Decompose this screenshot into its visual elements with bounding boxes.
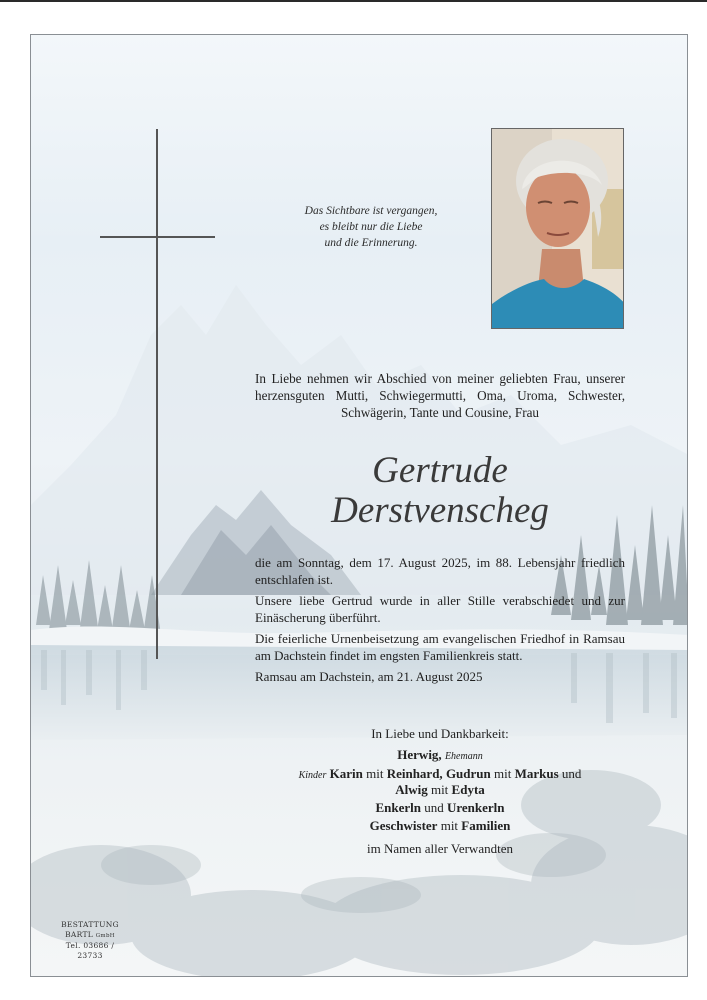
quote-line-2: es bleibt nur die Liebe bbox=[319, 221, 423, 233]
children-line-2 bbox=[255, 781, 625, 799]
child-1-partner: Reinhard, bbox=[386, 766, 443, 781]
child-3: Alwig bbox=[395, 782, 428, 797]
spouse-line bbox=[255, 746, 625, 766]
child-3-partner: Edyta bbox=[451, 782, 485, 797]
undertaker-line1: BESTATTUNG bbox=[61, 920, 119, 929]
deceased-last-name: Derstvenscheg bbox=[331, 490, 549, 531]
place-date: Ramsau am Dachstein, am 21. August 2025 bbox=[255, 669, 483, 684]
deceased-first-name: Gertrude bbox=[372, 450, 508, 491]
with-2: mit bbox=[494, 766, 512, 781]
death-paragraph: die am Sonntag, dem 17. August 2025, im 88. Lebensjahr friedlich entschlafen ist. bbox=[255, 555, 625, 587]
intro-text: In Liebe nehmen wir Abschied von meiner geliebten Frau, unserer herzensguten Mutti, Schwiegermutti, Oma, Uroma, Schwester, Schwägerin, Tante und Cousine, Frau bbox=[255, 371, 625, 420]
mourners-heading: In Liebe und Dankbarkeit: bbox=[371, 726, 509, 741]
child-2: Gudrun bbox=[445, 766, 491, 781]
spouse-role: Ehemann bbox=[444, 751, 483, 762]
and-2: und bbox=[424, 800, 444, 815]
undertaker-logo bbox=[55, 920, 125, 961]
top-edge-line bbox=[0, 0, 707, 2]
cross-icon bbox=[156, 129, 158, 659]
with-3: mit bbox=[430, 782, 449, 797]
cross-bar bbox=[100, 236, 215, 238]
undertaker-phone: Tel. 03686 / 23733 bbox=[65, 941, 115, 960]
child-2-partner: Markus bbox=[514, 766, 559, 781]
obituary-card bbox=[30, 34, 688, 977]
children-label: Kinder bbox=[298, 770, 327, 781]
portrait-photo bbox=[491, 128, 624, 329]
spouse-name: Herwig, bbox=[397, 747, 442, 762]
grandchildren: Enkerln bbox=[375, 800, 421, 815]
quote-line-1: Das Sichtbare ist vergangen, bbox=[304, 205, 438, 217]
siblings-line bbox=[255, 817, 625, 835]
and-1: und bbox=[561, 766, 582, 781]
farewell-paragraph: Unsere liebe Gertrud wurde in aller Stille verabschiedet und zur Einäscherung überführt. bbox=[255, 593, 625, 625]
quote-line-3: und die Erinnerung. bbox=[324, 237, 418, 249]
with-4: mit bbox=[440, 818, 459, 833]
child-1: Karin bbox=[329, 766, 363, 781]
grandchildren-line bbox=[255, 799, 625, 817]
great-grandchildren: Urenkerln bbox=[446, 800, 505, 815]
undertaker-suffix: GmbH bbox=[95, 933, 115, 939]
with-1: mit bbox=[366, 766, 384, 781]
undertaker-name: BARTL bbox=[65, 930, 94, 939]
burial-paragraph: Die feierliche Urnenbeisetzung am evangelischen Friedhof in Ramsau am Dachstein findet im engsten Familienkreis statt. bbox=[255, 631, 625, 663]
memorial-quote bbox=[286, 203, 456, 251]
families: Familien bbox=[461, 818, 511, 833]
siblings: Geschwister bbox=[369, 818, 438, 833]
undertaker-name-line bbox=[55, 930, 125, 941]
relatives-line: im Namen aller Verwandten bbox=[367, 841, 513, 856]
